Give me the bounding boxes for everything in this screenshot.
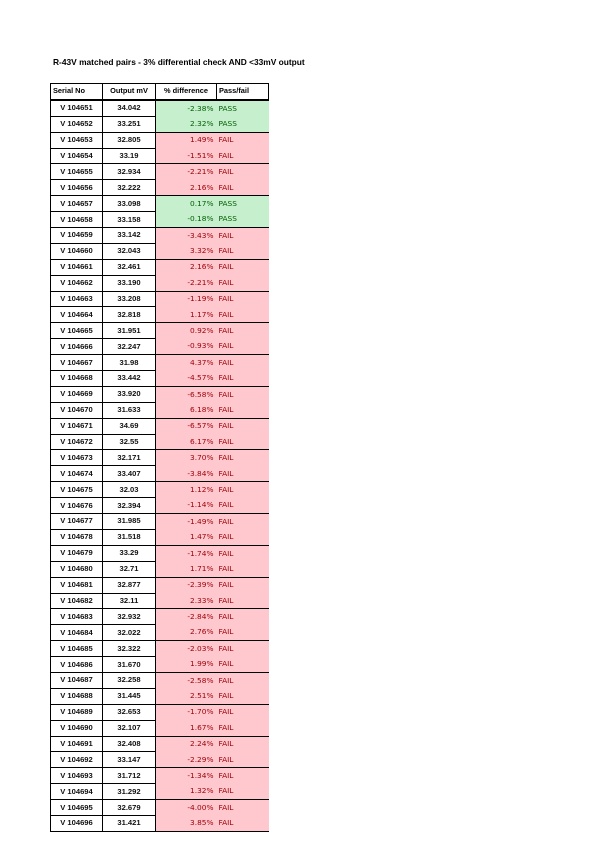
pass-fail-cell: FAIL bbox=[217, 561, 269, 577]
pass-fail-cell: FAIL bbox=[217, 450, 269, 466]
table-row bbox=[51, 148, 269, 164]
pass-fail-cell: PASS bbox=[217, 212, 269, 228]
percent-difference-cell: 2.51% bbox=[156, 688, 217, 704]
serial-no-cell: V 104668 bbox=[51, 371, 103, 387]
table-row bbox=[51, 498, 269, 514]
table-row bbox=[51, 196, 269, 212]
serial-no-cell: V 104679 bbox=[51, 545, 103, 561]
percent-difference-cell: 2.33% bbox=[156, 593, 217, 609]
percent-difference-cell: -2.21% bbox=[156, 275, 217, 291]
output-mv-cell: 31.518 bbox=[103, 529, 156, 545]
percent-difference-cell: -2.58% bbox=[156, 672, 217, 688]
output-mv-cell: 33.147 bbox=[103, 752, 156, 768]
output-mv-cell: 31.633 bbox=[103, 402, 156, 418]
serial-no-cell: V 104688 bbox=[51, 688, 103, 704]
table-row bbox=[51, 386, 269, 402]
table-row bbox=[51, 180, 269, 196]
pass-fail-cell: FAIL bbox=[217, 784, 269, 800]
output-mv-cell: 32.043 bbox=[103, 243, 156, 259]
table-row bbox=[51, 418, 269, 434]
pass-fail-cell: FAIL bbox=[217, 593, 269, 609]
percent-difference-cell: -3.84% bbox=[156, 466, 217, 482]
serial-no-cell: V 104681 bbox=[51, 577, 103, 593]
pass-fail-cell: FAIL bbox=[217, 228, 269, 244]
output-mv-cell: 32.222 bbox=[103, 180, 156, 196]
output-mv-cell: 32.679 bbox=[103, 800, 156, 816]
serial-no-cell: V 104683 bbox=[51, 609, 103, 625]
table-row bbox=[51, 625, 269, 641]
percent-difference-cell: 2.16% bbox=[156, 180, 217, 196]
table-row bbox=[51, 641, 269, 657]
percent-difference-cell: -3.43% bbox=[156, 228, 217, 244]
table-row bbox=[51, 164, 269, 180]
table-row bbox=[51, 593, 269, 609]
serial-no-cell: V 104687 bbox=[51, 672, 103, 688]
pass-fail-cell: PASS bbox=[217, 100, 269, 116]
table-row bbox=[51, 657, 269, 673]
table-row bbox=[51, 609, 269, 625]
pass-fail-cell: FAIL bbox=[217, 466, 269, 482]
serial-no-cell: V 104671 bbox=[51, 418, 103, 434]
table-row bbox=[51, 371, 269, 387]
percent-difference-cell: 6.18% bbox=[156, 402, 217, 418]
output-mv-cell: 32.247 bbox=[103, 339, 156, 355]
page-title: R-43V matched pairs - 3% differential check AND <33mV output bbox=[53, 57, 305, 67]
percent-difference-cell: 1.32% bbox=[156, 784, 217, 800]
percent-difference-cell: -1.74% bbox=[156, 545, 217, 561]
serial-no-cell: V 104684 bbox=[51, 625, 103, 641]
table-row bbox=[51, 291, 269, 307]
pass-fail-cell: FAIL bbox=[217, 736, 269, 752]
percent-difference-cell: 1.49% bbox=[156, 132, 217, 148]
table-row bbox=[51, 450, 269, 466]
table-row bbox=[51, 577, 269, 593]
percent-difference-cell: -1.19% bbox=[156, 291, 217, 307]
serial-no-cell: V 104685 bbox=[51, 641, 103, 657]
percent-difference-cell: -4.00% bbox=[156, 800, 217, 816]
output-mv-cell: 33.19 bbox=[103, 148, 156, 164]
table-row bbox=[51, 768, 269, 784]
pass-fail-cell: FAIL bbox=[217, 371, 269, 387]
output-mv-cell: 32.818 bbox=[103, 307, 156, 323]
output-mv-cell: 32.408 bbox=[103, 736, 156, 752]
serial-no-cell: V 104662 bbox=[51, 275, 103, 291]
percent-difference-cell: 1.12% bbox=[156, 482, 217, 498]
serial-no-cell: V 104666 bbox=[51, 339, 103, 355]
pass-fail-cell: FAIL bbox=[217, 402, 269, 418]
serial-no-cell: V 104669 bbox=[51, 386, 103, 402]
pass-fail-cell: PASS bbox=[217, 196, 269, 212]
percent-difference-cell: -2.84% bbox=[156, 609, 217, 625]
table-row bbox=[51, 514, 269, 530]
output-mv-cell: 33.158 bbox=[103, 212, 156, 228]
serial-no-cell: V 104660 bbox=[51, 243, 103, 259]
table-row bbox=[51, 323, 269, 339]
serial-no-cell: V 104656 bbox=[51, 180, 103, 196]
output-mv-cell: 32.03 bbox=[103, 482, 156, 498]
table-row bbox=[51, 736, 269, 752]
output-mv-cell: 33.407 bbox=[103, 466, 156, 482]
table-row bbox=[51, 545, 269, 561]
percent-difference-cell: 3.85% bbox=[156, 815, 217, 831]
output-mv-cell: 33.098 bbox=[103, 196, 156, 212]
percent-difference-cell: -2.21% bbox=[156, 164, 217, 180]
serial-no-cell: V 104694 bbox=[51, 784, 103, 800]
serial-no-cell: V 104692 bbox=[51, 752, 103, 768]
percent-difference-cell: -2.38% bbox=[156, 100, 217, 116]
pass-fail-cell: PASS bbox=[217, 116, 269, 132]
pass-fail-cell: FAIL bbox=[217, 482, 269, 498]
output-mv-cell: 32.934 bbox=[103, 164, 156, 180]
pass-fail-cell: FAIL bbox=[217, 800, 269, 816]
serial-no-cell: V 104678 bbox=[51, 529, 103, 545]
pass-fail-cell: FAIL bbox=[217, 434, 269, 450]
output-mv-cell: 31.985 bbox=[103, 514, 156, 530]
table-row bbox=[51, 672, 269, 688]
percent-difference-cell: 1.99% bbox=[156, 657, 217, 673]
pass-fail-cell: FAIL bbox=[217, 815, 269, 831]
serial-no-cell: V 104667 bbox=[51, 355, 103, 371]
percent-difference-cell: 0.92% bbox=[156, 323, 217, 339]
serial-no-cell: V 104658 bbox=[51, 212, 103, 228]
serial-no-cell: V 104676 bbox=[51, 498, 103, 514]
serial-no-cell: V 104690 bbox=[51, 720, 103, 736]
output-mv-cell: 32.107 bbox=[103, 720, 156, 736]
output-mv-cell: 32.877 bbox=[103, 577, 156, 593]
table-row bbox=[51, 275, 269, 291]
pass-fail-cell: FAIL bbox=[217, 609, 269, 625]
pass-fail-cell: FAIL bbox=[217, 514, 269, 530]
table-row bbox=[51, 434, 269, 450]
serial-no-cell: V 104695 bbox=[51, 800, 103, 816]
percent-difference-cell: 6.17% bbox=[156, 434, 217, 450]
pass-fail-cell: FAIL bbox=[217, 657, 269, 673]
table-row bbox=[51, 259, 269, 275]
pass-fail-cell: FAIL bbox=[217, 355, 269, 371]
output-mv-cell: 32.022 bbox=[103, 625, 156, 641]
serial-no-cell: V 104682 bbox=[51, 593, 103, 609]
serial-no-cell: V 104651 bbox=[51, 100, 103, 116]
serial-no-cell: V 104674 bbox=[51, 466, 103, 482]
output-mv-cell: 33.920 bbox=[103, 386, 156, 402]
serial-no-cell: V 104670 bbox=[51, 402, 103, 418]
pass-fail-cell: FAIL bbox=[217, 418, 269, 434]
output-mv-cell: 33.142 bbox=[103, 228, 156, 244]
serial-no-cell: V 104677 bbox=[51, 514, 103, 530]
pass-fail-cell: FAIL bbox=[217, 291, 269, 307]
percent-difference-cell: -6.58% bbox=[156, 386, 217, 402]
output-mv-cell: 34.042 bbox=[103, 100, 156, 116]
table-row bbox=[51, 784, 269, 800]
percent-difference-cell: -1.51% bbox=[156, 148, 217, 164]
percent-difference-cell: 3.32% bbox=[156, 243, 217, 259]
output-mv-cell: 31.292 bbox=[103, 784, 156, 800]
pass-fail-cell: FAIL bbox=[217, 768, 269, 784]
pass-fail-cell: FAIL bbox=[217, 243, 269, 259]
table-row bbox=[51, 752, 269, 768]
header-output-mv: Output mV bbox=[103, 84, 156, 100]
pass-fail-cell: FAIL bbox=[217, 672, 269, 688]
table-row bbox=[51, 402, 269, 418]
serial-no-cell: V 104665 bbox=[51, 323, 103, 339]
output-mv-cell: 32.394 bbox=[103, 498, 156, 514]
percent-difference-cell: -0.93% bbox=[156, 339, 217, 355]
output-mv-cell: 32.11 bbox=[103, 593, 156, 609]
table-row bbox=[51, 466, 269, 482]
output-mv-cell: 32.932 bbox=[103, 609, 156, 625]
percent-difference-cell: -6.57% bbox=[156, 418, 217, 434]
percent-difference-cell: 4.37% bbox=[156, 355, 217, 371]
header-percent-difference: % difference bbox=[156, 84, 217, 100]
serial-no-cell: V 104675 bbox=[51, 482, 103, 498]
serial-no-cell: V 104696 bbox=[51, 815, 103, 831]
percent-difference-cell: 3.70% bbox=[156, 450, 217, 466]
percent-difference-cell: 1.17% bbox=[156, 307, 217, 323]
percent-difference-cell: -0.18% bbox=[156, 212, 217, 228]
pass-fail-cell: FAIL bbox=[217, 688, 269, 704]
serial-no-cell: V 104686 bbox=[51, 657, 103, 673]
table-row bbox=[51, 243, 269, 259]
pass-fail-cell: FAIL bbox=[217, 704, 269, 720]
output-mv-cell: 32.171 bbox=[103, 450, 156, 466]
serial-no-cell: V 104691 bbox=[51, 736, 103, 752]
header-serial-no: Serial No bbox=[51, 84, 103, 100]
output-mv-cell: 33.251 bbox=[103, 116, 156, 132]
output-mv-cell: 33.208 bbox=[103, 291, 156, 307]
serial-no-cell: V 104655 bbox=[51, 164, 103, 180]
table-row bbox=[51, 482, 269, 498]
pass-fail-cell: FAIL bbox=[217, 386, 269, 402]
percent-difference-cell: 2.24% bbox=[156, 736, 217, 752]
table-row bbox=[51, 307, 269, 323]
percent-difference-cell: 0.17% bbox=[156, 196, 217, 212]
pass-fail-cell: FAIL bbox=[217, 164, 269, 180]
table-row bbox=[51, 228, 269, 244]
serial-no-cell: V 104689 bbox=[51, 704, 103, 720]
table-row bbox=[51, 720, 269, 736]
percent-difference-cell: -2.03% bbox=[156, 641, 217, 657]
serial-no-cell: V 104680 bbox=[51, 561, 103, 577]
output-mv-cell: 32.461 bbox=[103, 259, 156, 275]
percent-difference-cell: -2.29% bbox=[156, 752, 217, 768]
output-mv-cell: 33.190 bbox=[103, 275, 156, 291]
table-row bbox=[51, 339, 269, 355]
table-row bbox=[51, 800, 269, 816]
pass-fail-cell: FAIL bbox=[217, 720, 269, 736]
output-mv-cell: 33.442 bbox=[103, 371, 156, 387]
output-mv-cell: 33.29 bbox=[103, 545, 156, 561]
output-mv-cell: 32.71 bbox=[103, 561, 156, 577]
pass-fail-cell: FAIL bbox=[217, 641, 269, 657]
pass-fail-cell: FAIL bbox=[217, 498, 269, 514]
serial-no-cell: V 104653 bbox=[51, 132, 103, 148]
output-mv-cell: 32.805 bbox=[103, 132, 156, 148]
serial-no-cell: V 104663 bbox=[51, 291, 103, 307]
percent-difference-cell: -1.70% bbox=[156, 704, 217, 720]
table-row bbox=[51, 688, 269, 704]
output-mv-cell: 31.670 bbox=[103, 657, 156, 673]
percent-difference-cell: -2.39% bbox=[156, 577, 217, 593]
table-row bbox=[51, 212, 269, 228]
serial-no-cell: V 104657 bbox=[51, 196, 103, 212]
pass-fail-cell: FAIL bbox=[217, 529, 269, 545]
pass-fail-cell: FAIL bbox=[217, 132, 269, 148]
output-mv-cell: 31.951 bbox=[103, 323, 156, 339]
pass-fail-cell: FAIL bbox=[217, 180, 269, 196]
pass-fail-cell: FAIL bbox=[217, 545, 269, 561]
output-mv-cell: 34.69 bbox=[103, 418, 156, 434]
table-row bbox=[51, 100, 269, 116]
pass-fail-cell: FAIL bbox=[217, 577, 269, 593]
pass-fail-cell: FAIL bbox=[217, 625, 269, 641]
serial-no-cell: V 104652 bbox=[51, 116, 103, 132]
output-mv-cell: 32.322 bbox=[103, 641, 156, 657]
output-mv-cell: 32.653 bbox=[103, 704, 156, 720]
header-pass-fail: Pass/fail bbox=[217, 84, 269, 100]
percent-difference-cell: 2.32% bbox=[156, 116, 217, 132]
pass-fail-cell: FAIL bbox=[217, 752, 269, 768]
percent-difference-cell: 2.16% bbox=[156, 259, 217, 275]
serial-no-cell: V 104659 bbox=[51, 228, 103, 244]
serial-no-cell: V 104654 bbox=[51, 148, 103, 164]
table-header-row bbox=[51, 84, 269, 100]
table-row bbox=[51, 132, 269, 148]
percent-difference-cell: 1.71% bbox=[156, 561, 217, 577]
output-mv-cell: 31.712 bbox=[103, 768, 156, 784]
table-row bbox=[51, 561, 269, 577]
percent-difference-cell: -1.14% bbox=[156, 498, 217, 514]
matched-pairs-table bbox=[50, 83, 269, 832]
output-mv-cell: 31.445 bbox=[103, 688, 156, 704]
percent-difference-cell: -1.49% bbox=[156, 514, 217, 530]
output-mv-cell: 32.258 bbox=[103, 672, 156, 688]
table-row bbox=[51, 815, 269, 831]
serial-no-cell: V 104673 bbox=[51, 450, 103, 466]
serial-no-cell: V 104693 bbox=[51, 768, 103, 784]
percent-difference-cell: -4.57% bbox=[156, 371, 217, 387]
pass-fail-cell: FAIL bbox=[217, 339, 269, 355]
table-row bbox=[51, 355, 269, 371]
pass-fail-cell: FAIL bbox=[217, 259, 269, 275]
pass-fail-cell: FAIL bbox=[217, 148, 269, 164]
serial-no-cell: V 104672 bbox=[51, 434, 103, 450]
table-row bbox=[51, 529, 269, 545]
serial-no-cell: V 104664 bbox=[51, 307, 103, 323]
percent-difference-cell: -1.34% bbox=[156, 768, 217, 784]
percent-difference-cell: 1.47% bbox=[156, 529, 217, 545]
table-row bbox=[51, 704, 269, 720]
serial-no-cell: V 104661 bbox=[51, 259, 103, 275]
output-mv-cell: 31.421 bbox=[103, 815, 156, 831]
pass-fail-cell: FAIL bbox=[217, 323, 269, 339]
output-mv-cell: 31.98 bbox=[103, 355, 156, 371]
output-mv-cell: 32.55 bbox=[103, 434, 156, 450]
table-row bbox=[51, 116, 269, 132]
pass-fail-cell: FAIL bbox=[217, 275, 269, 291]
percent-difference-cell: 2.76% bbox=[156, 625, 217, 641]
percent-difference-cell: 1.67% bbox=[156, 720, 217, 736]
pass-fail-cell: FAIL bbox=[217, 307, 269, 323]
